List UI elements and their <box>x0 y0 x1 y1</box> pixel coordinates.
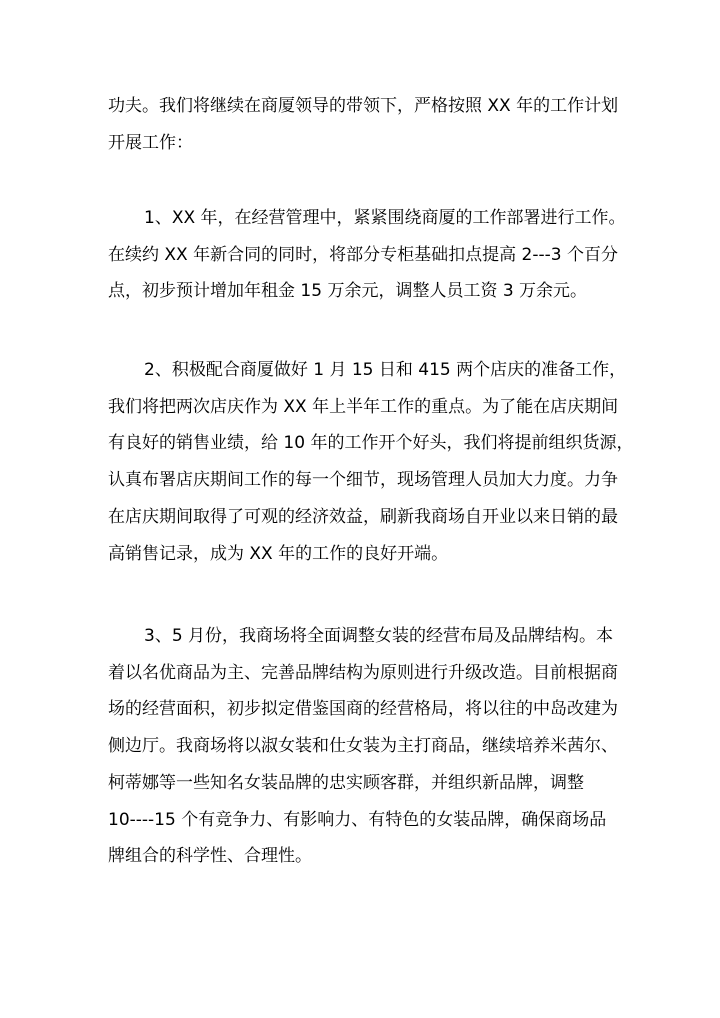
text-line: 场的经营面积，初步拟定借鉴国商的经营格局，将以往的中岛改建为 <box>108 699 618 720</box>
text-line: 有良好的销售业绩，给 10 年的工作开个好头，我们将提前组织货源， <box>108 433 634 454</box>
text-line: 点，初步预计增加年租金 15 万余元，调整人员工资 3 万余元。 <box>108 281 588 302</box>
text-line: 1、XX 年，在经营管理中，紧紧围绕商厦的工作部署进行工作。 <box>144 208 626 228</box>
text-line: 认真布署店庆期间工作的每一个细节，现场管理人员加大力度。力争 <box>108 470 618 491</box>
text-line: 3、5 月份，我商场将全面调整女装的经营布局及品牌结构。本 <box>144 626 614 646</box>
text-line: 在店庆期间取得了可观的经济效益，刷新我商场自开业以来日销的最 <box>108 506 618 527</box>
text-line: 我们将把两次店庆作为 XX 年上半年工作的重点。为了能在店庆期间 <box>108 396 619 417</box>
text-line: 10----15 个有竞争力、有影响力、有特色的女装品牌，确保商场品 <box>108 809 607 830</box>
text-line: 高销售记录，成为 XX 年的工作的良好开端。 <box>108 543 449 564</box>
text-line: 侧边厅。我商场将以淑女装和仕女装为主打商品，继续培养米茜尔、 <box>108 736 618 757</box>
text-line: 柯蒂娜等一些知名女装品牌的忠实顾客群，并组织新品牌，调整 <box>108 772 584 793</box>
paragraph-item-2 <box>108 352 634 572</box>
paragraph-item-3 <box>108 618 618 875</box>
text-line: 开展工作： <box>108 132 193 153</box>
text-line: 牌组合的科学性、合理性。 <box>108 846 312 867</box>
paragraph-intro <box>108 88 618 161</box>
text-line: 在续约 XX 年新合同的同时，将部分专柜基础扣点提高 2---3 个百分 <box>108 244 618 265</box>
text-line: 着以名优商品为主、完善品牌结构为原则进行升级改造。目前根据商 <box>108 662 618 683</box>
paragraph-item-1 <box>108 200 626 310</box>
text-line: 功夫。我们将继续在商厦领导的带领下，严格按照 XX 年的工作计划 <box>108 96 619 116</box>
text-line: 2、积极配合商厦做好 1 月 15 日和 415 两个店庆的准备工作， <box>144 360 627 380</box>
